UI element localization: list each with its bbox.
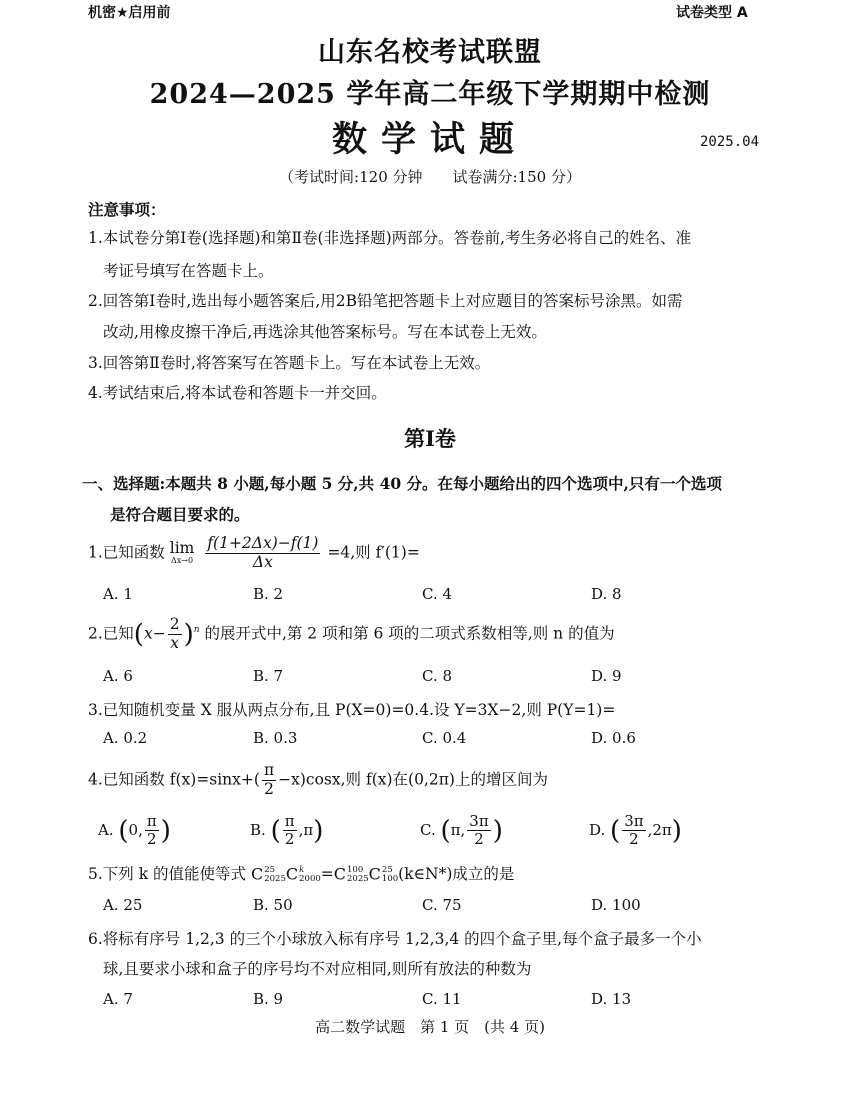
q2-exponent: n <box>193 625 200 636</box>
q4-option-c-left: π, <box>450 820 466 839</box>
q4-option-c: C. (π, $\frac{3\pi}{2}$ ) <box>420 812 503 849</box>
q6-option-d: D. 13 <box>591 990 632 1008</box>
q1-prefix: 1.已知函数 <box>88 543 165 562</box>
question-4 <box>88 762 548 799</box>
q4-option-b-label: B. <box>250 820 266 839</box>
q4-option-a: A. (0, $\frac{\pi}{2}$ ) <box>98 812 171 849</box>
q5-suffix: (k∈N*)成立的是 <box>398 865 515 883</box>
q4-fraction <box>262 762 276 799</box>
q3-option-d: D. 0.6 <box>591 729 636 747</box>
question-6: 6.将标有序号 1,2,3 的三个小球放入标有序号 1,2,3,4 的四个盒子里,每个盒子最多一个小 <box>88 930 702 948</box>
note-line: 2.回答第Ⅰ卷时,选出每小题答案后,用2B铅笔把答题卡上对应题目的答案标号涂黑。如需 <box>88 292 683 310</box>
q4-suffix: −x)cosx,则 f(x)在(0,2π)上的增区间为 <box>278 770 548 789</box>
q1-suffix: =4,则 f′(1)= <box>327 543 420 562</box>
q1-option-c: C. 4 <box>422 585 453 603</box>
q6-option-a: A. 7 <box>103 990 133 1008</box>
note-line: 3.回答第Ⅱ卷时,将答案写在答题卡上。写在本试卷上无效。 <box>88 354 491 372</box>
notes-heading: 注意事项： <box>88 200 166 219</box>
q2-suffix: 的展开式中,第 2 项和第 6 项的二项式系数相等,则 n 的值为 <box>204 624 615 643</box>
q4-denominator: 2 <box>264 779 274 798</box>
q6-option-c: C. 11 <box>422 990 462 1008</box>
q4-option-a-den: 2 <box>147 830 157 849</box>
q5-option-a: A. 25 <box>103 896 143 914</box>
q4-option-b: B. ( $\frac{\pi}{2}$ ,π) <box>250 812 324 849</box>
q5-term2: C k 2000 <box>285 864 321 884</box>
question-2 <box>88 616 615 653</box>
q4-option-d-right: ,2π <box>647 820 672 839</box>
q2-option-c: C. 8 <box>422 667 453 685</box>
section-title: 第Ⅰ卷 <box>404 426 456 451</box>
q4-option-a-label: A. <box>98 820 114 839</box>
q1-lim-sub: Δx→0 <box>171 556 194 566</box>
note-line: 4.考试结束后,将本试卷和答题卡一并交回。 <box>88 384 387 402</box>
exam-date: 2025.04 <box>700 134 760 150</box>
q2-x: x− <box>143 624 166 643</box>
q4-option-b-right: ,π <box>298 820 314 839</box>
q2-numerator: 2 <box>169 615 180 633</box>
question-6-cont: 球,且要求小球和盒子的序号均不对应相同,则所有放法的种数为 <box>103 960 532 978</box>
q4-option-c-den: 2 <box>474 830 484 849</box>
note-line: 1.本试卷分第Ⅰ卷(选择题)和第Ⅱ卷(非选择题)两部分。答卷前,考生务必将自己的姓名、准 <box>88 229 692 247</box>
q4-option-d-label: D. <box>589 820 606 839</box>
q5-term3: C 100 2025 <box>333 864 369 884</box>
q1-option-d: D. 8 <box>591 585 622 603</box>
q5-term1: C 25 2025 <box>250 864 286 884</box>
question-1 <box>88 535 420 572</box>
q4-option-c-label: C. <box>420 820 436 839</box>
q2-option-a: A. 6 <box>103 667 133 685</box>
q2-option-d: D. 9 <box>591 667 622 685</box>
q5-option-c: C. 75 <box>422 896 462 914</box>
title-line1: 山东名校考试联盟 <box>318 37 542 68</box>
q4-option-d: D. ( $\frac{3\pi}{2}$ ,2π) <box>589 812 682 849</box>
secret-label: 机密★启用前 <box>88 5 171 21</box>
q3-option-b: B. 0.3 <box>253 729 298 747</box>
q4-numerator: π <box>263 761 275 779</box>
q4-option-b-den: 2 <box>284 830 295 849</box>
q1-denominator: Δx <box>252 552 273 571</box>
note-line: 改动,用橡皮擦干净后,再选涂其他答案标号。写在本试卷上无效。 <box>103 323 547 341</box>
q3-option-a: A. 0.2 <box>103 729 148 747</box>
question-5 <box>88 862 514 884</box>
q2-close-paren: ) <box>183 619 194 650</box>
part1-instructions: 一、选择题:本题共 8 小题,每小题 5 分,共 40 分。在每小题给出的四个选项中,只有一个选项 <box>82 474 722 493</box>
note-line: 考证号填写在答题卡上。 <box>103 262 274 280</box>
q5-option-d: D. 100 <box>591 896 641 914</box>
q2-open-paren: ( <box>133 619 144 650</box>
title-line2: 2024—2025 学年高二年级下学期期中检测 <box>149 79 711 110</box>
q5-option-b: B. 50 <box>253 896 293 914</box>
q2-prefix: 2.已知 <box>88 624 134 643</box>
q1-option-a: A. 1 <box>103 585 133 603</box>
exam-info: （考试时间:120 分钟 试卷满分:150 分） <box>279 168 581 186</box>
q1-numerator: f(1+2Δx)−f(1) <box>207 534 319 552</box>
q4-prefix: 4.已知函数 f(x)=sinx+( <box>88 770 260 789</box>
q5-prefix: 5.下列 k 的值能使等式 <box>88 865 247 883</box>
q1-lim-word: lim <box>169 539 195 558</box>
paper-type: 试卷类型 A <box>676 5 748 21</box>
q4-option-b-num: π <box>284 812 295 830</box>
q6-option-b: B. 9 <box>253 990 284 1008</box>
q4-option-c-num: 3π <box>469 812 489 830</box>
question-3: 3.已知随机变量 X 服从两点分布,且 P(X=0)=0.4.设 Y=3X−2,则 P(Y=1)= <box>88 701 616 719</box>
q4-option-d-num: 3π <box>624 812 644 830</box>
q4-option-d-den: 2 <box>629 830 639 849</box>
q1-fraction <box>205 535 320 572</box>
q1-option-b: B. 2 <box>253 585 284 603</box>
q1-limit <box>170 540 195 566</box>
q2-option-b: B. 7 <box>253 667 284 685</box>
q4-option-a-num: π <box>146 812 157 830</box>
q3-option-c: C. 0.4 <box>422 729 467 747</box>
q2-denominator: x <box>170 633 179 652</box>
q4-option-a-left: 0, <box>128 820 143 839</box>
q2-fraction <box>168 616 182 653</box>
title-subject: 数学试题 <box>331 119 528 160</box>
part1-instructions-cont: 是符合题目要求的。 <box>110 505 250 524</box>
page-footer: 高二数学试题 第 1 页 (共 4 页) <box>315 1018 545 1036</box>
q5-term4: C 25 100 <box>368 864 399 884</box>
q5-equals: = <box>320 865 334 883</box>
